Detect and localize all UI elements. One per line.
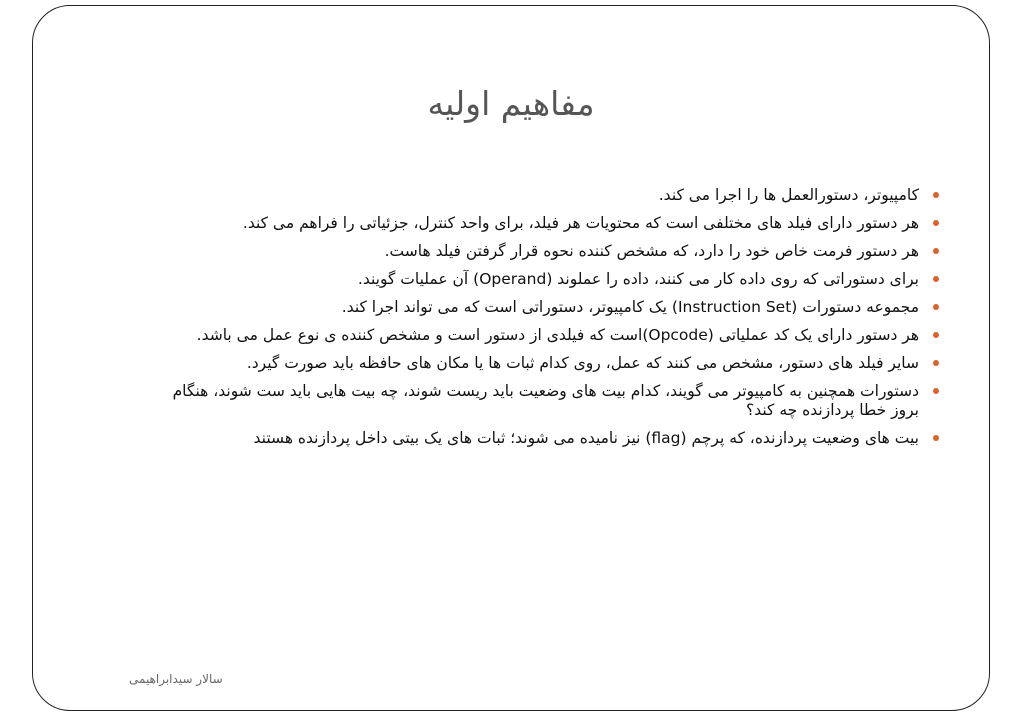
- bullet-text: برای دستوراتی که روی داده کار می کنند، داده را عملوند (Operand) آن عملیات گویند.: [357, 270, 919, 288]
- bullet-text: مجموعه دستورات (Instruction Set) یک کامپیوتر، دستوراتی است که می تواند اجرا کند.: [341, 298, 919, 316]
- bullet-text: هر دستور فرمت خاص خود را دارد، که مشخص کننده نحوه قرار گرفتن فیلد هاست.: [384, 242, 919, 260]
- bullet-item: [163, 242, 941, 261]
- bullet-dot-icon: [933, 435, 939, 441]
- bullet-item: [163, 382, 941, 420]
- bullet-dot-icon: [933, 276, 939, 282]
- bullet-dot-icon: [933, 304, 939, 310]
- bullet-item: [163, 354, 941, 373]
- slide-frame: [32, 5, 990, 711]
- bullet-dot-icon: [933, 332, 939, 338]
- bullet-dot-icon: [933, 360, 939, 366]
- bullet-dot-icon: [933, 248, 939, 254]
- bullet-text: بیت های وضعیت پردازنده، که پرچم (flag) نیز نامیده می شوند؛ ثبات های یک بیتی داخل پردازنده هستند: [253, 429, 919, 447]
- bullet-list: [163, 186, 941, 457]
- slide-title: مفاهیم اولیه: [427, 84, 595, 123]
- bullet-dot-icon: [933, 388, 939, 394]
- bullet-text: دستورات همچنین به کامپیوتر می گویند، کدام بیت های وضعیت باید ریست شوند، چه بیت هایی باید ست شوند، هنگام بروز خطا پردازنده چه کند؟: [172, 382, 919, 419]
- bullet-item: [163, 270, 941, 289]
- bullet-item: [163, 326, 941, 345]
- bullet-item: [163, 186, 941, 205]
- bullet-item: [163, 429, 941, 448]
- bullet-item: [163, 214, 941, 233]
- bullet-text: هر دستور دارای یک کد عملیاتی (Opcode)است که فیلدی از دستور است و مشخص کننده ی نوع عمل می باشد.: [196, 326, 919, 344]
- bullet-dot-icon: [933, 220, 939, 226]
- bullet-item: [163, 298, 941, 317]
- author-footer: سالار سیدابراهیمی: [129, 672, 223, 686]
- bullet-text: سایر فیلد های دستور، مشخص می کنند که عمل، روی کدام ثبات ها یا مکان های حافظه باید صورت گیرد.: [246, 354, 919, 372]
- bullet-text: هر دستور دارای فیلد های مختلفی است که محتویات هر فیلد، برای واحد کنترل، جزئیاتی را فراهم می کند.: [242, 214, 919, 232]
- bullet-text: کامپیوتر، دستورالعمل ها را اجرا می کند.: [658, 186, 919, 204]
- bullet-dot-icon: [933, 192, 939, 198]
